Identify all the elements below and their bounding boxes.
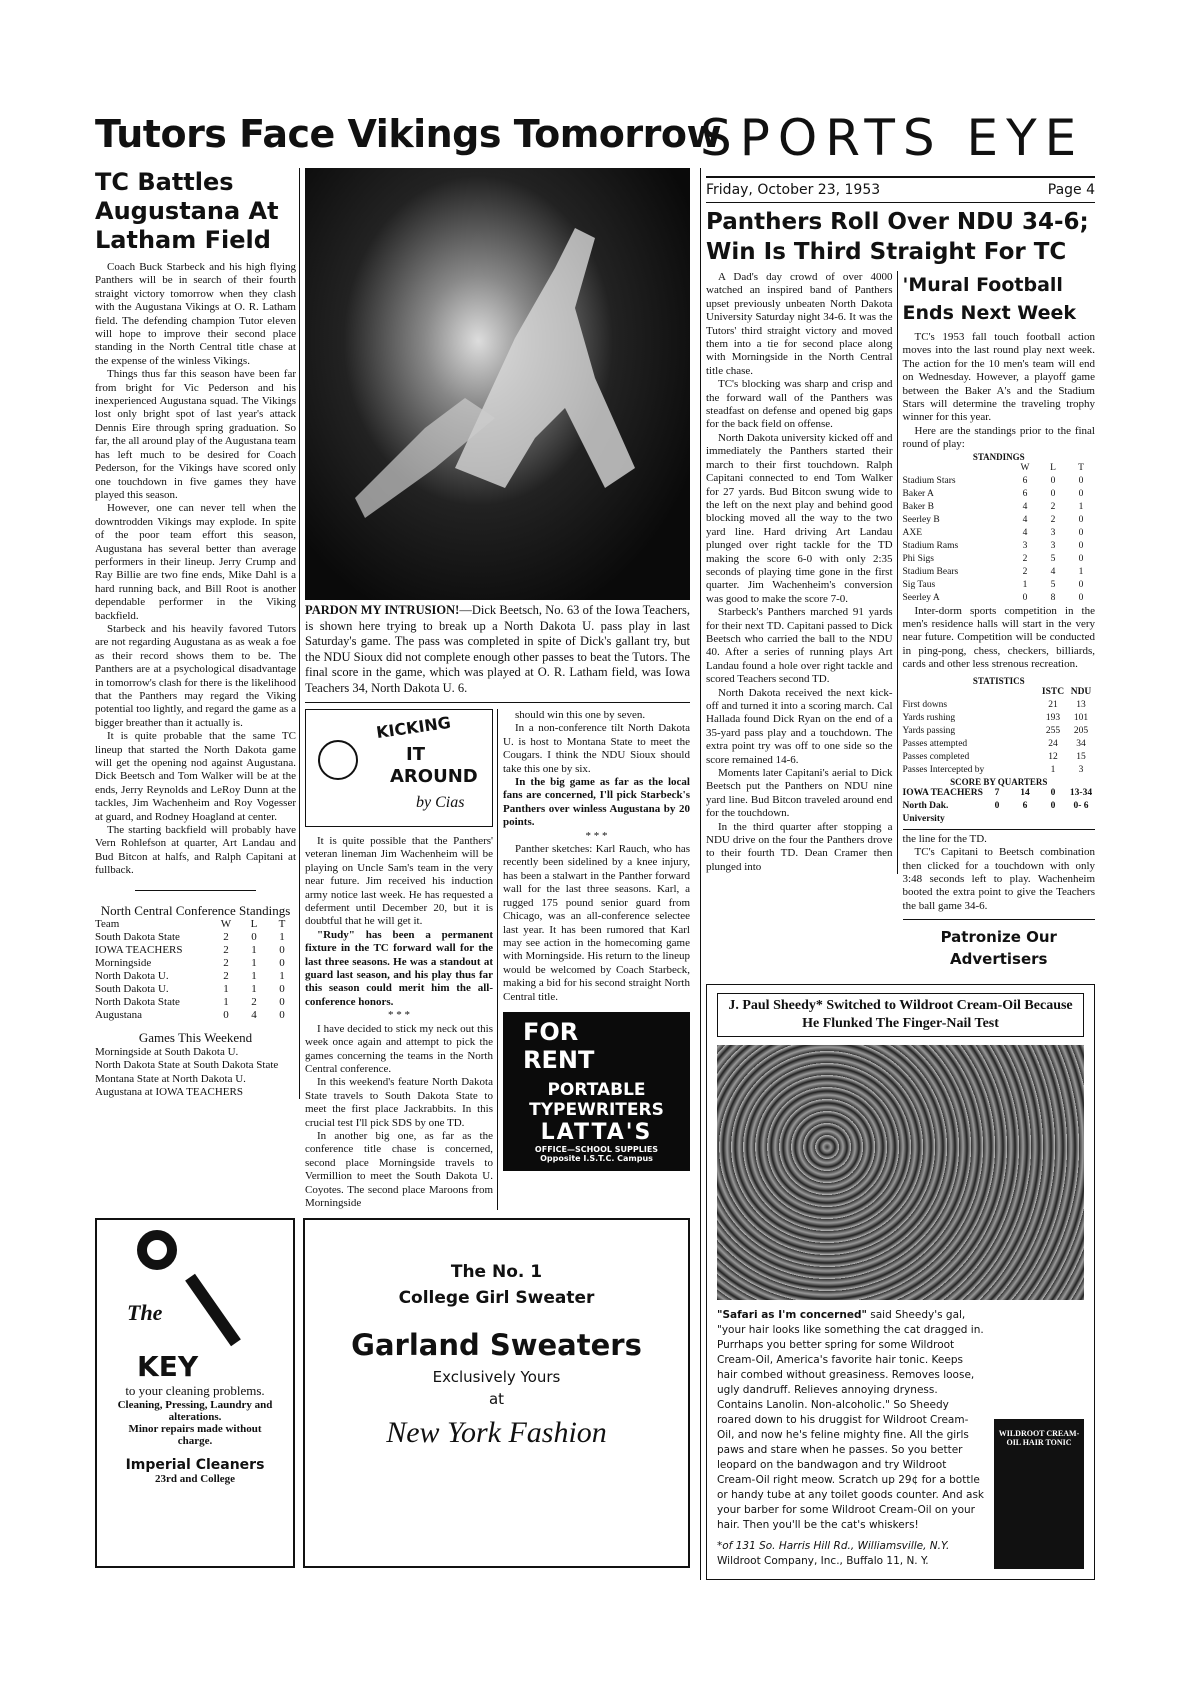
game-item: North Dakota State at South Dakota State [95,1059,279,1072]
paragraph: In this weekend's feature North Dakota State travels to South Dakota State to meet the first place Jackrabbits. In this crucial test I'll pick SDS by one TD. [305,1076,493,1129]
story-title: Panthers Roll Over NDU 34-6; Win Is Third Straight For TC [706,209,1089,265]
game-item: Morningside at South Dakota U. [95,1045,239,1058]
cell-value: 2 [223,969,229,982]
cell-value: 1 [279,930,285,943]
cell-value: 205 [1073,725,1089,736]
column-continued [498,709,690,1171]
table-row [903,787,1095,800]
ad-text: Cleaning, Pressing, Laundry and alterations. [117,1399,273,1424]
game-statistics [903,686,1095,777]
column-kicking-it-around [305,709,498,1210]
cell-value: 34 [1076,738,1086,749]
left-section [95,168,690,1568]
cell-value: 0 [279,956,285,969]
cell-label: Baker B [902,501,934,512]
table-row [903,527,1095,540]
dateline [706,182,1095,198]
logo-text: KICKING [375,712,452,743]
ad-text: FOR [523,1017,579,1046]
ad-text: TYPEWRITERS [529,1099,664,1120]
business-address: 23rd and College [154,1473,236,1486]
paragraph: Starbeck's Panthers marched 91 yards for their next TD. Capitani passed to Dick Beetsch who carried the ball to the NDU 40. After a series of running plays Art Landau found a hole over right tackle and scored Teachers second TD. [706,606,893,686]
header: W [220,917,232,930]
cell-value: 4 [1022,527,1028,538]
cell-label: Stadium Rams [902,540,959,551]
cell-value: 0 [1078,592,1084,603]
cell-value: 0 [1022,592,1028,603]
paragraph: It is quite possible that the Panthers' veteran lineman Jim Wachenheim will be playing on Uncle Sam's team in the very near future. Jim received his induction army notice last week. He has requested a deferment until December 20, but it is doubtful that he will get it. [305,835,493,928]
cell-value: 0 [1078,488,1084,499]
cell-value: 1 [223,995,229,1008]
cell-value: 21 [1048,699,1058,710]
cartoon-icon [318,740,358,780]
game-item: Augustana at IOWA TEACHERS [95,1085,243,1098]
logo-text: The [127,1300,163,1326]
table-row [95,983,296,996]
paragraph: the line for the TD. [902,832,987,845]
table-row [903,800,1095,826]
cell-value: 3 [1022,540,1028,551]
cell-value: 0 [1078,579,1084,590]
ad-text: Opposite I.S.T.C. Campus [540,1153,653,1163]
ncc-table [95,918,296,1022]
paragraph: "Rudy" has been a permanent fixture in the TC forward wall for the last three seasons. He was a standout at guard last season, and his play thus far this season could merit him the all-conference honors. [305,928,493,1008]
separator: * * * [585,829,608,842]
table-row [903,738,1095,751]
paragraph: North Dakota received the next kick-off and turned it into a scoring march. Cal Hallada found Dick Ryan on the end of a 35-yard pass play and a touchdown. The extra point try was off to one side so the score remained 14-6. [706,686,893,766]
cell-value: 0 [994,800,1000,811]
paragraph: TC's 1953 fall touch football action moves into the last round play next week. The action for the 10 men's team will end on Wednesday. However, a playoff game between the Baker A's and the Stadium Stars will determine the traveling trophy winner for this year. [902,331,1095,424]
dateline-date: Friday, October 23, 1953 [706,182,881,198]
players-illustration [305,168,690,600]
divider [305,702,690,703]
cell-value: 1 [223,982,229,995]
paragraph: Panther sketches: Karl Rauch, who has recently been sidelined by a knee injury, has been a stalwart in the Panther forward wall for the last three seasons. Karl, a rugged 175 pound senior guard from Chicago, was an all-conference selectee last year. It has been rumored that Karl may see action in the homecoming game with Morningside. His return to the lineup would be welcomed by Coach Starbeck, making a bid for his second straight North Central title. [503,843,690,1003]
ad-company: Wildroot Company, Inc., Buffalo 11, N. Y. [717,1555,929,1568]
table-row [903,540,1095,553]
cell-value: 5 [1050,579,1056,590]
cell-value: 0 [1078,527,1084,538]
table-row [903,514,1095,527]
cell-value: 1 [1022,579,1028,590]
cell-label: Passes completed [902,751,970,762]
paragraph: In the big game as far as the local fans are concerned, I'll pick Starbeck's Panthers over winless Augustana by 20 points. [503,776,690,829]
cell-value: 2 [223,943,229,956]
cell-value: 193 [1045,712,1061,723]
table-row [95,996,296,1009]
cell-label: Phi Sigs [902,553,934,564]
quarters-title: SCORE BY QUARTERS [950,776,1048,787]
cell-label: Seerley A [902,592,940,603]
games-list [95,1046,296,1100]
ad-text: OFFICE—SCHOOL SUPPLIES [534,1144,659,1154]
cell-value: 2 [251,995,257,1008]
header: T [1078,462,1084,473]
cell-label: Passes attempted [902,738,968,749]
cell-label: Seerley B [902,514,940,525]
wildroot-ad [706,984,1095,1580]
logo-text: AROUND [390,766,478,787]
table-row [903,501,1095,514]
stats-title: STATISTICS [972,675,1025,686]
cell-value: 0 [1078,475,1084,486]
ad-title: J. Paul Sheedy* Switched to Wildroot Cream-Oil Because He Flunked The Finger-Nail Test [717,993,1084,1037]
logo-text: IT [406,744,425,765]
cell-value: 0 [279,982,285,995]
cell-value: 1 [251,982,257,995]
cell-value: 0 [223,1008,229,1021]
ads-row [95,1218,690,1568]
cell-value: 12 [1048,751,1058,762]
photo-caption [305,603,690,696]
ad-text: to your cleaning problems. [125,1383,265,1399]
ad-text: RENT [523,1045,595,1074]
cell-value: 2 [1050,501,1056,512]
page-body [95,168,1095,1580]
cell-value: 15 [1076,751,1086,762]
ad-text: at [488,1390,505,1409]
divider [135,890,256,891]
table-row [903,764,1095,777]
cell-label: First downs [902,699,948,710]
story-panthers-body [706,271,898,874]
separator: * * * [388,1009,410,1022]
cell-value: 1 [1050,764,1056,775]
cell-value: 0 [279,995,285,1008]
cell-value: 13 [1076,699,1086,710]
story-title: 'Mural Football Ends Next Week [902,274,1076,324]
cell-value: 4 [1022,501,1028,512]
ad-copy: said Sheedy's gal, "your hair looks like something the cat dragged in. Purrhaps you better spring for some Wildroot Cream-Oil, America's favorite hair tonic. Keeps hair combed without greasiness. Removes loose, ugly dandruff. Relieves annoying dryness. Contains Lanolin. Non-alcoholic." So Sheedy roared down to his druggist for Wildroot Cream-Oil, and now he's feline mighty fine. All the girls paws and stare when he passes. So you better leopard on the bandwagon and try Wildroot Cream-Oil right meow. Scratch up 29¢ for a bottle or handy tube at any toilet goods counter. And ask your barber for some Wildroot Cream-Oil on your hair. Then you'll be the cat's whiskers! [717,1309,985,1532]
cell-label: Stadium Stars [902,475,956,486]
cell-value: 1 [251,943,257,956]
paragraph: Here are the standings prior to the final round of play: [902,424,1095,451]
cell-value: 0 [1050,800,1056,811]
cell-label: IOWA TEACHERS [95,943,183,956]
cell-value: 24 [1048,738,1058,749]
page-number: Page 4 [1047,182,1095,198]
cell-value: 0 [1050,488,1056,499]
cell-value: 1 [279,969,285,982]
cell-value: 0- 6 [1073,800,1089,811]
cell-value: 3 [1050,527,1056,538]
column-logo [305,709,493,827]
football-photo [305,168,690,600]
cell-value: 4 [1022,514,1028,525]
story-mural-football [898,271,1095,970]
caption-lead: PARDON MY INTRUSION! [305,603,460,617]
ad-address: *of 131 So. Harris Hill Rd., Williamsville, N.Y. [717,1540,950,1553]
photo-column [305,168,690,1210]
cell-label: South Dakota U. [95,982,169,995]
column-body [305,835,493,1210]
imperial-cleaners-ad [95,1218,295,1568]
cell-value: 1 [1078,501,1084,512]
standings-title: North Central Conference Standings [100,902,291,918]
cell-value: 255 [1045,725,1061,736]
cell-label: Sig Taus [902,579,936,590]
cell-value: 0 [1050,787,1056,798]
cell-label: AXE [902,527,923,538]
table-row [903,725,1095,738]
cell-label: Stadium Bears [902,566,959,577]
cell-label: Passes Intercepted by [902,764,985,775]
games-title: Games This Weekend [138,1029,253,1045]
table-row [903,475,1095,488]
cell-value: 7 [994,787,1000,798]
main-headline: Tutors Face Vikings Tomorrow [95,112,722,156]
table-row [95,957,296,970]
paragraph: should win this one by seven. [515,709,646,721]
ad-lead: "Safari as I'm concerned" [717,1309,867,1322]
cell-value: 2 [223,956,229,969]
ad-text: Exclusively Yours [432,1368,561,1387]
table-row [903,592,1095,605]
paragraph: In another big one, as far as the conference title chase is concerned, second place Morningside travels to Vermillion to meet the South Dakota U. Coyotes. The second place Maroons from Morningside [305,1129,493,1209]
cell-value: 0 [1078,540,1084,551]
divider [706,176,1095,178]
cell-value: 2 [1022,553,1028,564]
cell-label: North Dakota State [95,995,180,1008]
game-item: Montana State at North Dakota U. [95,1072,246,1085]
cell-label: North Dak. University [902,800,949,824]
story-title: TC Battles Augustana At Latham Field [95,168,279,254]
logo-text: KEY [137,1350,199,1384]
cell-value: 4 [1050,566,1056,577]
header: L [1050,462,1056,473]
header: NDU [1070,686,1092,697]
leopard-photo [717,1045,1084,1300]
cell-value: 5 [1050,553,1056,564]
ad-text: LATTA'S [540,1119,653,1145]
cell-label: IOWA TEACHERS [902,787,983,798]
table-row [903,751,1095,764]
story-tc-battles [95,168,300,1099]
logo-byline: by Cias [416,794,465,811]
header: Team [95,917,120,930]
paragraph: In a non-conference tilt North Dakota U. is host to Montana State to meet the Cougars. I think the NDU Sioux should take this one by six. [503,722,690,775]
cell-value: 1 [1078,566,1084,577]
header: L [250,917,258,930]
paragraph: Starbeck and his heavily favored Tutors are not regarding Augustana as as weak a foe as their record shows them to be. The Panthers are at a psychological disadvantage in tomorrow's clash for there is the likelihood that the Panthers may regard the Viking potential too lightly, and regard the game as a bigger breather than it actually is. [95,622,296,729]
ad-text: College Girl Sweater [398,1288,595,1309]
standings-title: STANDINGS [972,451,1025,462]
table-row [903,579,1095,592]
paragraph: However, one can never tell when the downtrodden Vikings may explode. In spite of the poor team effort this season, Augustana has several better than average performers in their lineup. Jerry Crump and Ray Billie are two fine ends, Mike Dahl is a hard running back, and Bill Root is another dependable performer in the Viking backfield. [95,502,296,622]
table-row [903,699,1095,712]
cell-value: 13-34 [1069,787,1093,798]
cell-value: 0 [1050,475,1056,486]
masthead: SPORTS EYE [700,109,1085,167]
product-bottle: WILDROOT CREAM-OIL HAIR TONIC [994,1419,1084,1569]
paragraph: Coach Buck Starbeck and his high flying Panthers will be in search of their fourth straight victory tomorrow when they clash with the Augustana Vikings at O. R. Latham field. The defending champion Tutor eleven will hope to improve their second place standing in the North Central title chase at the expense of the winless Vikings. [95,261,296,367]
ad-text: PORTABLE [547,1079,646,1100]
cell-value: 3 [1050,540,1056,551]
paragraph: Things thus far this season have been far from bright for Vic Pederson and his inexperienced Augustana squad. The Vikings lost only bright spot of last year's attack Dennis Eire through spring graduation. So far, the all around play of the Augustana team has left much to be desired for Coach Pederson, for the Vikings have scored only one touchdown in five games they have played this season. [95,368,296,501]
brand-name: Garland Sweaters [351,1328,642,1363]
cell-value: 1 [251,969,257,982]
table-row [95,944,296,957]
cell-label: Baker A [902,488,934,499]
cell-value: 0 [251,930,257,943]
ad-text: The No. 1 [450,1262,543,1283]
paragraph: A Dad's day crowd of over 4000 watched an inspired band of Panthers upset previously unbeaten North Dakota University Saturday night 34-6. It was the Tutors' third straight victory and moved them into a tie for second place along with Morningside in the North Central title chase. [706,271,893,377]
header: T [278,917,286,930]
patronize-banner: Patronize Our Advertisers [940,928,1057,969]
cell-label: Morningside [95,956,152,969]
cell-value: 6 [1022,800,1028,811]
cell-value: 6 [1022,475,1028,486]
table-row [903,712,1095,725]
caption-text: —Dick Beetsch, No. 63 of the Iowa Teachers, is shown here trying to break up a North Dakota U. pass play in last Saturday's game. The pass was completed in spite of Dick's gallant try, but the NDU Sioux did not complete enough other passes to beat the Tutors. The final score in the game, which was played at O. R. Latham field, was Iowa Teachers 34, North Dakota U. 6. [305,603,690,695]
cell-value: 0 [279,1008,285,1021]
cell-value: 2 [1022,566,1028,577]
table-row [95,1009,296,1022]
cell-label: North Dakota U. [95,969,169,982]
table-row [903,566,1095,579]
table-row [903,553,1095,566]
cell-value: 2 [1050,514,1056,525]
paragraph: North Dakota university kicked off and immediately the Panthers started their march to their first touchdown. Ralph Capitani connected to end Tom Walker for 27 yards. Bud Bitcon swung wide to the left on the next play and behind good blocking moved all the way to the two yard line. Hard driving Art Landau plunged over right tackle for the TD making the score 6-0 with only 2:35 seconds of playing time gone in the first quarter. Jim Wachenheim's conversion was good to make the score 7-0. [706,431,893,605]
garland-sweaters-ad [303,1218,690,1568]
cell-value: 3 [1078,764,1084,775]
paragraph: The starting backfield will probably have Vern Rohlefson at quarter, Art Landau and Bud Bitcon at halfs, and Ralph Capitani at fullback. [95,824,296,877]
paragraph: In the third quarter after stopping a NDU drive on the four the Panthers drove to their fourth TD. Dean Cramer then plunged into [706,820,893,873]
divider [903,829,1095,830]
table-row [95,970,296,983]
cell-value: 6 [1022,488,1028,499]
store-name: New York Fashion [386,1416,607,1450]
cell-value: 1 [251,956,257,969]
cell-value: 0 [279,943,285,956]
paragraph: Moments later Capitani's aerial to Dick Beetsch put the Panthers on NDU nine yard line. Bud Bitcon traveled around end for the touchdown. [706,767,893,820]
cell-label: South Dakota State [95,930,180,943]
paragraph: TC's blocking was sharp and crisp and the forward wall of the Panthers was steadfast on defense and opened big gaps for the back field on offense. [706,378,893,431]
key-icon [97,1220,293,1350]
table-row [95,931,296,944]
divider [903,919,1095,920]
intramural-standings [903,462,1095,605]
cell-label: Yards rushing [902,712,956,723]
cell-value: 0 [1078,553,1084,564]
story-body [95,261,296,878]
header: ISTC [1041,686,1065,697]
paragraph: TC's Capitani to Beetsch combination then clicked for a touchdown with only 3:48 seconds left to play. Wachenheim booted the extra point to give the Teachers the ball game 34-6. [902,846,1095,912]
right-section [700,168,1095,1580]
paragraph: I have decided to stick my neck out this week once again and attempt to pick the games concerning the teams in the North Central conference. [305,1022,493,1075]
ad-body [717,1308,986,1569]
cell-label: Augustana [95,1008,143,1021]
cell-label: Yards passing [902,725,956,736]
cell-value: 8 [1050,592,1056,603]
paragraph: Inter-dorm sports competition in the men's residence halls will start in the very near future. Competition will be conducted in ping-pong, chess, checkers, billiards, cards and other less strenous recreation. [902,604,1095,671]
cell-value: 4 [251,1008,257,1021]
business-name: Imperial Cleaners [125,1457,265,1474]
paragraph: It is quite probable that the same TC lineup that started the North Dakota game will get the opening nod against Augustana. Dick Beetsch and Tom Walker will be at the ends, Jerry Reynolds and LeRoy Dunn at the tackles, Jim Wachenheim and Roy Vogesser at guard, and Rodney Hoagland at center. [95,730,296,823]
cell-value: 14 [1020,787,1030,798]
table-row [903,488,1095,501]
divider [706,202,1095,203]
cell-value: 0 [1078,514,1084,525]
header: W [1020,462,1030,473]
cell-value: 101 [1073,712,1089,723]
typewriter-rent-ad [503,1012,690,1171]
ad-text: Minor repairs made without charge. [128,1423,262,1448]
ncc-standings [95,903,296,1100]
score-by-quarters [903,787,1095,826]
cell-value: 2 [223,930,229,943]
